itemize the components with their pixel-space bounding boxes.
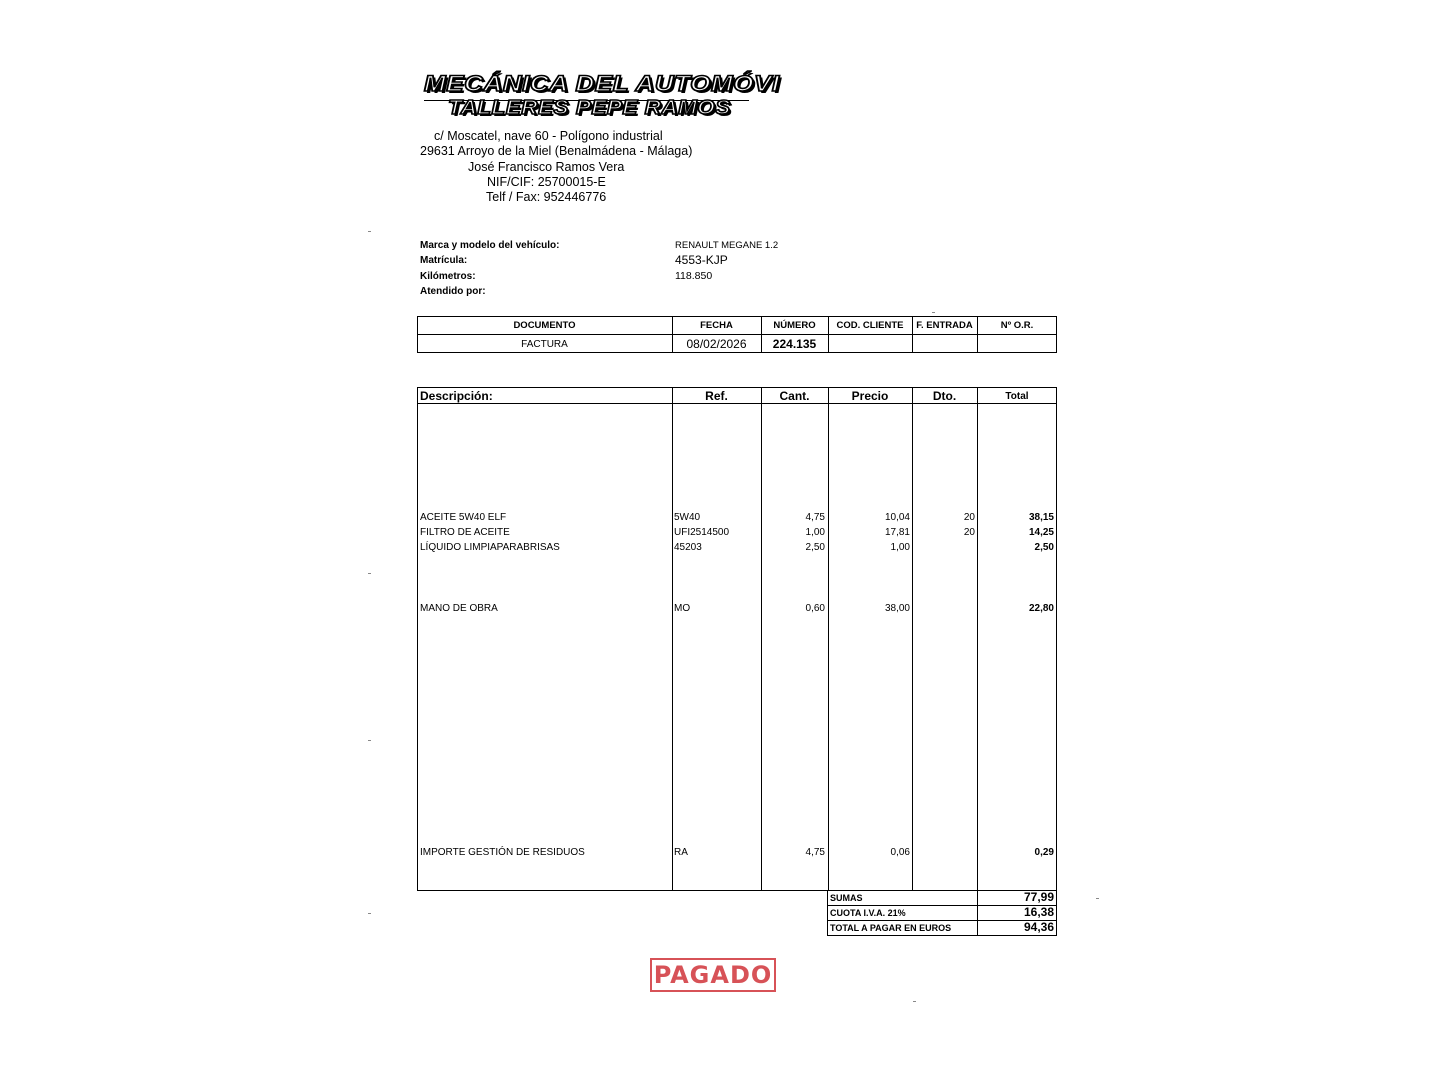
column-precio: Precio — [851, 389, 889, 403]
iva-value: 16,38 — [1023, 905, 1054, 919]
scan-speck — [368, 740, 371, 741]
company-owner: José Francisco Ramos Vera — [468, 160, 625, 174]
item-price: 10,04 — [884, 512, 910, 523]
column-dto: Dto. — [932, 389, 957, 403]
sumas-value: 77,99 — [1023, 890, 1054, 904]
item-description: ACEITE 5W40 ELF — [420, 512, 507, 523]
column-cant: Cant. — [779, 389, 810, 403]
total-value: 94,36 — [1023, 920, 1054, 934]
line-items-header-divider — [417, 403, 1057, 404]
item-quantity: 4,75 — [805, 512, 825, 523]
item-discount: 20 — [963, 527, 975, 538]
company-address-line2: 29631 Arroyo de la Miel (Benalmádena - Málaga) — [420, 144, 693, 158]
item-ref: 5W40 — [674, 512, 701, 523]
scan-speck — [1096, 898, 1099, 899]
company-nif: NIF/CIF: 25700015-E — [487, 175, 606, 189]
header-fecha: FECHA — [700, 320, 733, 331]
document-number-value: 224.135 — [772, 337, 817, 351]
item-total: 22,80 — [1028, 603, 1054, 614]
vehicle-plate-label: Matrícula: — [420, 255, 468, 266]
scan-speck — [368, 573, 371, 574]
company-address-line1: c/ Moscatel, nave 60 - Polígono industrial — [434, 129, 663, 143]
scan-speck — [913, 1001, 916, 1002]
item-discount: 20 — [963, 512, 975, 523]
item-quantity: 0,60 — [805, 603, 825, 614]
paid-stamp: PAGADO — [650, 958, 776, 992]
item-total: 14,25 — [1028, 527, 1054, 538]
header-no-or: Nº O.R. — [1000, 320, 1034, 331]
company-phone: Telf / Fax: 952446776 — [486, 190, 607, 204]
item-total: 0,29 — [1034, 847, 1054, 858]
document-date-value: 08/02/2026 — [686, 337, 747, 351]
vehicle-attended-label: Atendido por: — [420, 286, 486, 297]
document-type-value: FACTURA — [521, 339, 568, 350]
item-ref: MO — [674, 603, 691, 614]
column-descripcion: Descripción: — [420, 389, 493, 403]
header-documento: DOCUMENTO — [513, 320, 576, 331]
scan-speck — [368, 913, 371, 914]
vehicle-make-label: Marca y modelo del vehículo: — [420, 240, 560, 251]
item-price: 17,81 — [884, 527, 910, 538]
item-price: 1,00 — [890, 542, 910, 553]
sumas-label: SUMAS — [830, 893, 863, 903]
column-total: Total — [1005, 391, 1029, 402]
item-description: MANO DE OBRA — [420, 603, 498, 614]
logo-company-name: MECÁNICA DEL AUTOMÓVI — [424, 71, 780, 96]
header-numero: NÚMERO — [773, 320, 816, 331]
item-price: 38,00 — [884, 603, 910, 614]
item-description: IMPORTE GESTIÓN DE RESIDUOS — [420, 847, 585, 858]
item-quantity: 2,50 — [805, 542, 825, 553]
item-total: 38,15 — [1028, 512, 1054, 523]
vehicle-km-label: Kilómetros: — [420, 271, 476, 282]
iva-label: CUOTA I.V.A. 21% — [830, 908, 906, 918]
item-ref: 45203 — [674, 542, 702, 553]
item-ref: RA — [674, 847, 688, 858]
scan-speck — [368, 231, 371, 232]
item-price: 0,06 — [890, 847, 910, 858]
total-label: TOTAL A PAGAR EN EUROS — [830, 923, 952, 933]
vehicle-plate-value: 4553-KJP — [675, 253, 728, 267]
vehicle-make-value: RENAULT MEGANE 1.2 — [675, 240, 779, 251]
item-description: FILTRO DE ACEITE — [420, 527, 510, 538]
line-items-table — [417, 387, 1057, 891]
item-quantity: 1,00 — [805, 527, 825, 538]
scan-speck — [932, 312, 935, 313]
item-quantity: 4,75 — [805, 847, 825, 858]
item-description: LÍQUIDO LIMPIAPARABRISAS — [420, 542, 560, 553]
document-header-divider — [417, 334, 1057, 335]
item-ref: UFI2514500 — [674, 527, 730, 538]
header-f-entrada: F. ENTRADA — [916, 320, 973, 331]
vehicle-km-value: 118.850 — [675, 270, 713, 282]
column-ref: Ref. — [705, 389, 728, 403]
header-cod-cliente: COD. CLIENTE — [836, 320, 904, 331]
logo-workshop-name: TALLERES PEPE RAMOS — [448, 97, 731, 119]
item-total: 2,50 — [1034, 542, 1054, 553]
